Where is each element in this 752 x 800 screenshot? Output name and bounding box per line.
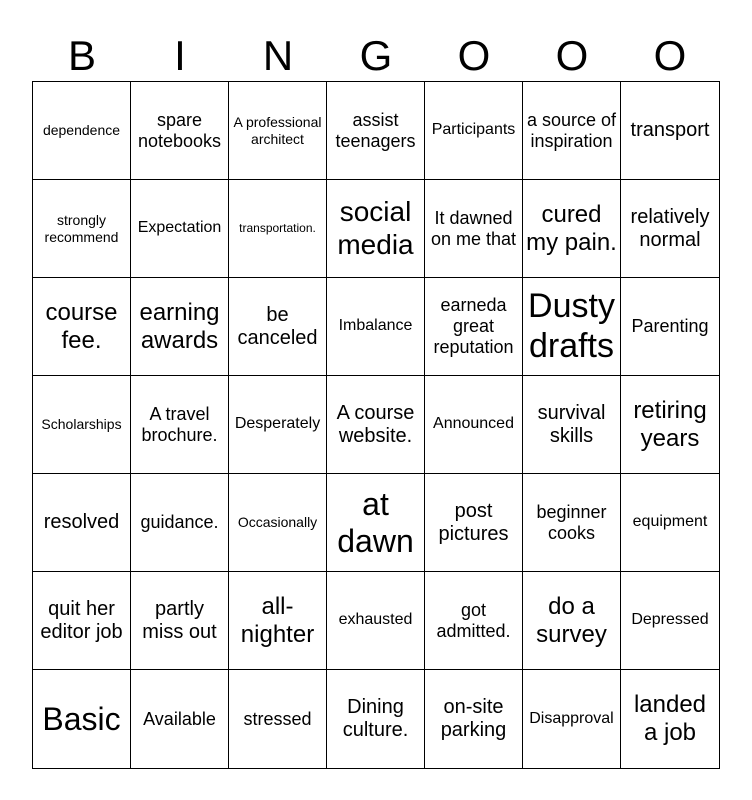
bingo-cell[interactable] <box>327 180 425 278</box>
cell-text: Depressed <box>631 611 709 629</box>
cell-text: Participants <box>431 121 516 139</box>
bingo-cell[interactable] <box>229 572 327 670</box>
cell-text: quit her editor job <box>40 597 123 643</box>
header-letter-o1: O <box>457 32 491 79</box>
bingo-cell[interactable] <box>33 474 131 572</box>
bingo-cell[interactable] <box>523 82 621 180</box>
bingo-cell[interactable] <box>131 572 229 670</box>
cell-text: equipment <box>632 513 708 531</box>
header-letter-g: G <box>359 32 393 79</box>
bingo-cell[interactable] <box>131 376 229 474</box>
header-letter-i: I <box>174 32 186 79</box>
bingo-cell[interactable] <box>425 180 523 278</box>
cell-text: A professional architect <box>233 114 322 147</box>
cell-text: strongly recommend <box>44 212 119 245</box>
cell-text: at dawn <box>337 485 414 559</box>
cell-text: be canceled <box>237 303 318 349</box>
cell-text: Disapproval <box>529 709 614 727</box>
cell-text: Scholarships <box>41 416 122 433</box>
cell-text: Expectation <box>137 219 222 237</box>
bingo-cell[interactable] <box>229 670 327 768</box>
cell-text: cured my pain. <box>526 200 617 256</box>
bingo-cell[interactable] <box>523 180 621 278</box>
cell-text: on-site parking <box>440 696 507 741</box>
bingo-cell[interactable] <box>327 278 425 376</box>
cell-text: course fee. <box>45 298 118 354</box>
cell-text: stressed <box>243 708 312 729</box>
bingo-board <box>32 81 720 769</box>
cell-text: got admitted. <box>436 599 511 641</box>
bingo-cell[interactable] <box>425 474 523 572</box>
bingo-cell[interactable] <box>131 278 229 376</box>
bingo-cell[interactable] <box>229 278 327 376</box>
bingo-cell[interactable] <box>523 572 621 670</box>
bingo-cell[interactable] <box>327 82 425 180</box>
cell-text: partly miss out <box>142 597 217 643</box>
cell-text: assist teenagers <box>335 109 416 151</box>
cell-text: social media <box>337 196 414 260</box>
cell-text: Basic <box>42 700 121 737</box>
cell-text: A travel brochure. <box>141 403 218 445</box>
bingo-cell[interactable] <box>229 82 327 180</box>
bingo-cell[interactable] <box>229 474 327 572</box>
cell-text: retiring years <box>633 396 707 452</box>
bingo-cell[interactable] <box>621 180 719 278</box>
cell-text: dependence <box>42 122 121 139</box>
cell-text: transport <box>630 119 710 141</box>
bingo-cell[interactable] <box>131 180 229 278</box>
bingo-cell[interactable] <box>523 474 621 572</box>
cell-text: transportation. <box>239 220 316 235</box>
cell-text: spare notebooks <box>137 109 222 151</box>
cell-text: exhausted <box>338 611 413 629</box>
cell-text: Parenting <box>631 316 709 337</box>
header-letter-b: B <box>67 32 96 79</box>
cell-text: earneda great reputation <box>433 295 514 357</box>
bingo-cell[interactable] <box>425 278 523 376</box>
cell-text: post pictures <box>438 499 509 545</box>
cell-text: survival skills <box>537 401 606 447</box>
bingo-cell[interactable] <box>425 572 523 670</box>
bingo-cell[interactable] <box>621 572 719 670</box>
cell-text: Dusty drafts <box>528 287 615 365</box>
cell-text: It dawned on me that <box>430 207 517 249</box>
bingo-cell[interactable] <box>621 82 719 180</box>
cell-text: beginner cooks <box>536 501 607 543</box>
cell-text: do a survey <box>536 592 607 648</box>
bingo-cell[interactable] <box>425 82 523 180</box>
bingo-cell[interactable] <box>523 670 621 768</box>
bingo-cell[interactable] <box>327 376 425 474</box>
cell-text: all-nighter <box>240 592 315 648</box>
bingo-cell[interactable] <box>327 474 425 572</box>
cell-text: Announced <box>433 415 514 433</box>
bingo-cell[interactable] <box>621 278 719 376</box>
bingo-cell[interactable] <box>621 376 719 474</box>
cell-text: earning awards <box>139 298 220 354</box>
bingo-cell[interactable] <box>131 474 229 572</box>
cell-text: Available <box>143 708 216 729</box>
bingo-cell[interactable] <box>33 180 131 278</box>
cell-text: a source of inspiration <box>526 109 617 151</box>
bingo-cell[interactable] <box>327 572 425 670</box>
cell-text: Dining culture. <box>342 696 409 741</box>
bingo-cell[interactable] <box>425 670 523 768</box>
bingo-cell[interactable] <box>33 278 131 376</box>
bingo-cell[interactable] <box>327 670 425 768</box>
cell-text: Desperately <box>234 415 321 433</box>
bingo-cell[interactable] <box>33 670 131 768</box>
cell-text: resolved <box>43 511 120 533</box>
bingo-header <box>33 30 719 82</box>
bingo-cell[interactable] <box>33 82 131 180</box>
cell-text: relatively normal <box>630 205 710 251</box>
bingo-cell[interactable] <box>33 376 131 474</box>
bingo-cell[interactable] <box>621 670 719 768</box>
bingo-cell[interactable] <box>131 82 229 180</box>
cell-text: Imbalance <box>338 317 413 335</box>
header-letter-o2: O <box>555 32 589 79</box>
bingo-cell[interactable] <box>523 376 621 474</box>
header-letter-n: N <box>262 32 294 79</box>
bingo-cell[interactable] <box>621 474 719 572</box>
cell-text: guidance. <box>140 512 219 533</box>
header-letter-o3: O <box>653 32 687 79</box>
cell-text: A course website. <box>336 401 415 447</box>
bingo-cell[interactable] <box>425 376 523 474</box>
bingo-cell[interactable] <box>131 670 229 768</box>
bingo-cell[interactable] <box>523 278 621 376</box>
cell-text: Occasionally <box>237 514 318 531</box>
bingo-cell[interactable] <box>229 180 327 278</box>
cell-text: landed a job <box>633 691 707 746</box>
bingo-cell[interactable] <box>229 376 327 474</box>
bingo-cell[interactable] <box>33 572 131 670</box>
